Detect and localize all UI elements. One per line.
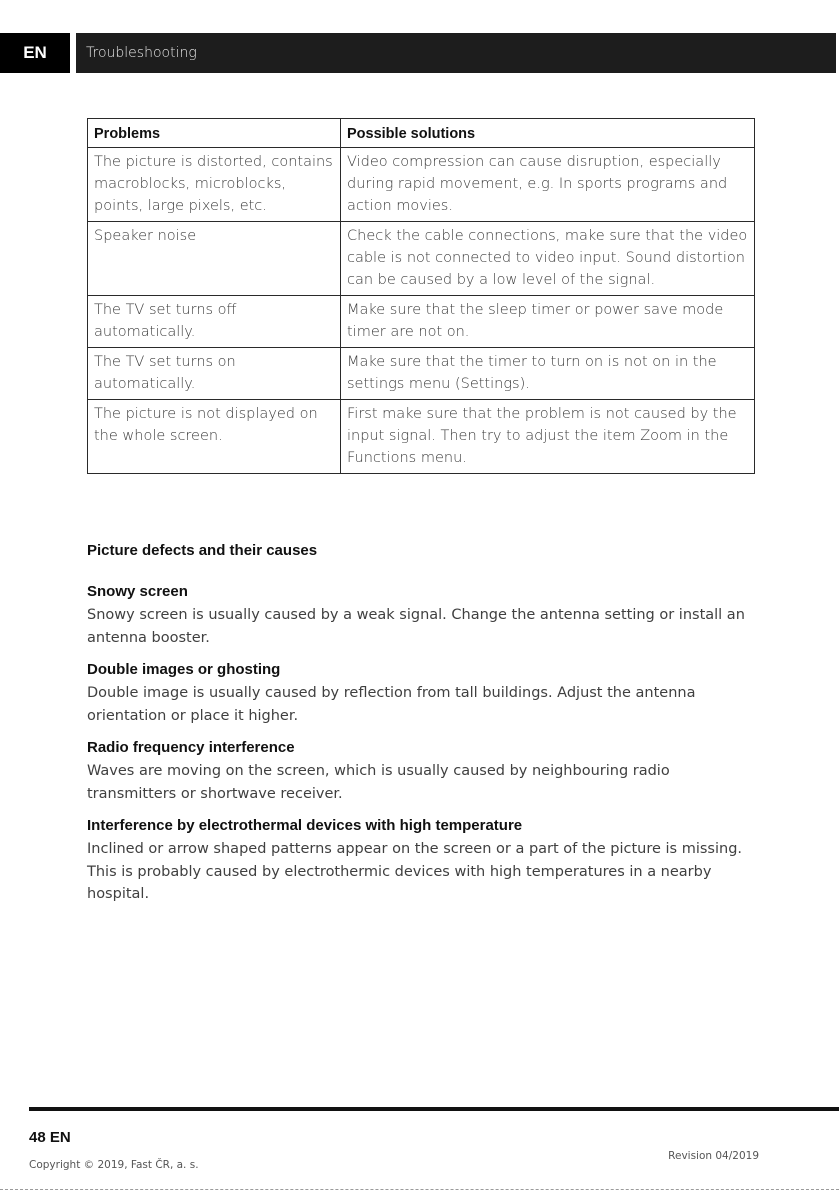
picture-defects-section <box>87 540 759 917</box>
problem-cell: The picture is distorted, contains macroblocks, microblocks, points, large pixels, etc. <box>88 148 341 222</box>
electrothermal-interference-text: Inclined or arrow shaped patterns appear on the screen or a part of the picture is missing. This is probably caused by electrothermic devices with high temperatures in a nearby hospital. <box>87 841 743 902</box>
problem-cell: Speaker noise <box>88 222 341 296</box>
radio-interference-title: Radio frequency interference <box>87 739 295 756</box>
column-header-problems: Problems <box>88 119 341 148</box>
ghosting-text: Double image is usually caused by reflection from tall buildings. Adjust the antenna orientation or place it higher. <box>87 685 696 724</box>
table-row <box>88 348 755 400</box>
problem-cell: The TV set turns off automatically. <box>88 296 341 348</box>
copyright-text: Copyright © 2019, Fast ČR, a. s. <box>29 1159 199 1171</box>
solution-cell: Make sure that the timer to turn on is not on in the settings menu (Settings). <box>341 348 755 400</box>
troubleshooting-table <box>87 118 755 474</box>
table-header-row <box>88 119 755 148</box>
electrothermal-interference-title: Interference by electrothermal devices with high temperature <box>87 817 523 834</box>
problem-cell: The picture is not displayed on the whole screen. <box>88 400 341 474</box>
snowy-screen-title: Snowy screen <box>87 583 188 600</box>
solution-cell: First make sure that the problem is not caused by the input signal. Then try to adjust the item Zoom in the Functions menu. <box>341 400 755 474</box>
section-title: Troubleshooting <box>86 45 197 61</box>
picture-defects-heading: Picture defects and their causes <box>87 542 318 559</box>
page-number: 48 EN <box>29 1129 71 1146</box>
language-tab: EN <box>0 33 70 73</box>
column-header-solutions: Possible solutions <box>341 119 755 148</box>
snowy-screen-text: Snowy screen is usually caused by a weak signal. Change the antenna setting or install an antenna booster. <box>87 607 745 646</box>
table-row <box>88 222 755 296</box>
solution-cell: Make sure that the sleep timer or power save mode timer are not on. <box>341 296 755 348</box>
revision-text: Revision 04/2019 <box>668 1150 759 1162</box>
ghosting-title: Double images or ghosting <box>87 661 281 678</box>
footer-divider <box>29 1107 839 1111</box>
radio-interference-text: Waves are moving on the screen, which is usually caused by neighbouring radio transmitters or shortwave receiver. <box>87 763 670 802</box>
header-separator <box>70 33 76 73</box>
solution-cell: Video compression can cause disruption, especially during rapid movement, e.g. In sports programs and action movies. <box>341 148 755 222</box>
solution-cell: Check the cable connections, make sure that the video cable is not connected to video input. Sound distortion can be caused by a low level of the signal. <box>341 222 755 296</box>
table-row <box>88 296 755 348</box>
table-row <box>88 400 755 474</box>
table-row <box>88 148 755 222</box>
problem-cell: The TV set turns on automatically. <box>88 348 341 400</box>
page-bottom-border <box>0 1189 839 1190</box>
